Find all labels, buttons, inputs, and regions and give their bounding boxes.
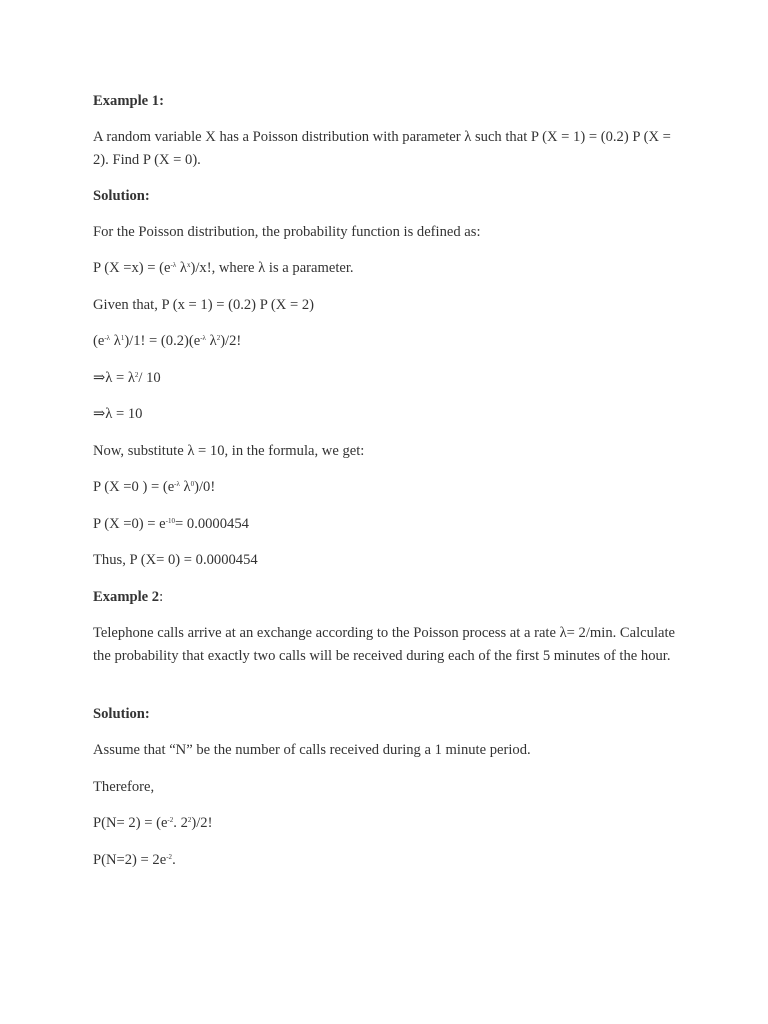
assume-statement: Assume that “N” be the number of calls received during a 1 minute period.: [93, 742, 531, 758]
given-statement: Given that, P (x = 1) = (0.2) P (X = 2): [93, 297, 315, 313]
equation-step-4: P (X =0 ) = ($e^{-\lambda}$ $\lambda^0)/0$!: [93, 479, 216, 495]
substitute-text: Now, substitute λ = 10, in the formula, we get:: [93, 443, 365, 459]
example-1-solution-label: Solution:: [93, 188, 150, 204]
example-1-problem: A random variable X has a Poisson distribution with parameter λ such that P (X = 1) = (0.2) P (X = 2). Find P (X = 0).: [93, 129, 671, 168]
example-1-heading: Example 1:: [93, 93, 164, 109]
example-2-solution-label: Solution:: [93, 706, 150, 722]
equation-step-1: ($e^{-\lambda}$ $\lambda^1)/1$! = $(0.2)(e^{-\lambda}$ $\lambda^2)/2$!: [93, 333, 242, 349]
poisson-formula: P $(X =x) = (e^{-\lambda}$ $\lambda^x)/x$!, where λ is a parameter.: [93, 260, 354, 276]
equation-step-5: P $(X =0) = e^{-10}= 0.0000454$: [93, 516, 249, 532]
therefore-text: Therefore,: [93, 779, 155, 795]
equation-step-2: ⇒λ = $\lambda^2/$ 10: [93, 370, 161, 386]
example-1-conclusion: Thus, P (X= 0) = 0.0000454: [93, 552, 258, 568]
example-2-problem: Telephone calls arrive at an exchange according to the Poisson process at a rate λ= 2/min. Calculate the probability that exactly two calls will be received during each of the first 5 minutes of the hour.: [93, 625, 676, 664]
poisson-intro-text: For the Poisson distribution, the probability function is defined as:: [93, 224, 481, 240]
equation-step-3: ⇒λ = 10: [93, 406, 143, 422]
example-2-step-2: $P(N=2) = 2e^{-2}$.: [93, 852, 176, 868]
example-2-step-1: $P(N= 2) = (e^{-2}$. $2^2)/2$!: [93, 815, 213, 831]
example-2-heading: Example 2:: [93, 589, 164, 605]
